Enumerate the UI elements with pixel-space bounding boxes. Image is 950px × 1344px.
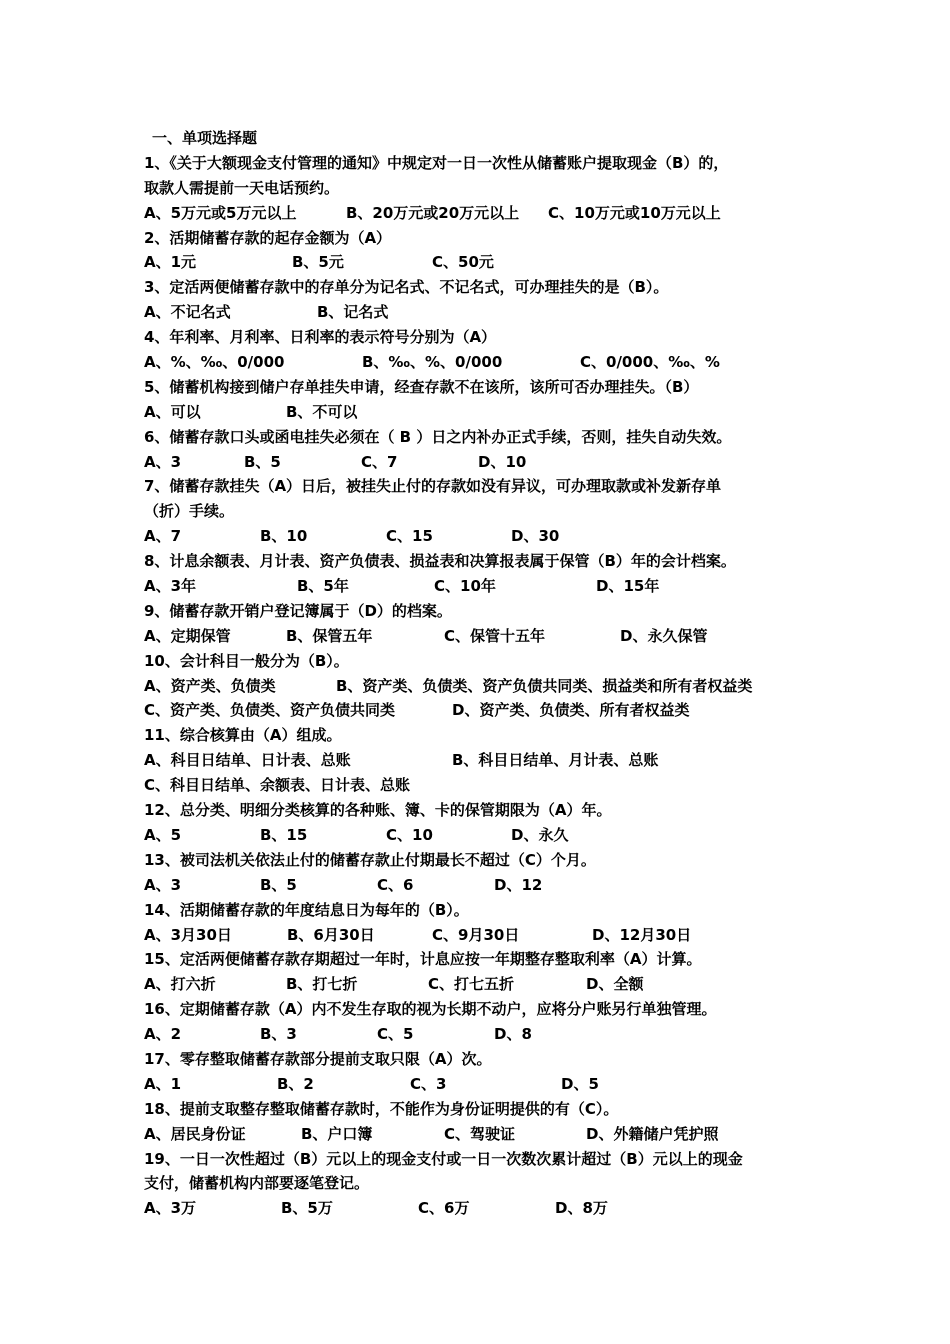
question-12-option-c: C、10	[386, 825, 433, 844]
question-6-options	[144, 450, 824, 475]
question-1-options	[144, 201, 824, 226]
question-12-option-d: D、永久	[511, 825, 569, 844]
question-13-options	[144, 873, 824, 898]
question-7-options	[144, 524, 824, 549]
question-6-option-a: A、3	[144, 452, 182, 471]
question-7-option-a: A、7	[144, 527, 182, 546]
question-18: 18、提前支取整存整取储蓄存款时，不能作为身份证明提供的有（C）。	[144, 1099, 619, 1118]
question-13: 13、被司法机关依法止付的储蓄存款止付期最长不超过（C）个月。	[144, 850, 596, 869]
question-15-option-d: D、全额	[586, 975, 644, 994]
question-18-option-c: C、驾驶证	[444, 1124, 516, 1143]
question-7-line-1: 7、储蓄存款挂失（A）日后，被挂失止付的存款如没有异议，可办理取款或补发新存单	[144, 477, 722, 496]
question-14-option-d: D、12月30日	[592, 925, 692, 944]
question-14-option-c: C、9月30日	[432, 925, 520, 944]
question-16-options	[144, 1022, 824, 1047]
question-17-option-c: C、3	[410, 1074, 447, 1093]
question-18-options	[144, 1122, 824, 1147]
question-6-option-d: D、10	[478, 452, 527, 471]
question-8-options	[144, 574, 824, 599]
question-13-option-d: D、12	[494, 875, 543, 894]
question-10-option-b: B、资产类、负债类、资产负债共同类、损益类和所有者权益类	[336, 676, 753, 695]
question-18-option-a: A、居民身份证	[144, 1124, 246, 1143]
question-1-option-c: C、10万元或10万元以上	[548, 203, 721, 222]
question-4: 4、年利率、月利率、日利率的表示符号分别为（A）	[144, 328, 497, 347]
question-8-option-c: C、10年	[434, 577, 496, 596]
question-19-option-a: A、3万	[144, 1199, 197, 1218]
question-16-option-d: D、8	[494, 1025, 532, 1044]
question-7-option-d: D、30	[511, 527, 560, 546]
question-2: 2、活期储蓄存款的起存金额为（A）	[144, 228, 392, 247]
question-8-option-d: D、15年	[596, 577, 660, 596]
question-2-option-a: A、1元	[144, 253, 197, 272]
question-15-options	[144, 972, 824, 997]
question-12: 12、总分类、明细分类核算的各种账、簿、卡的保管期限为（A）年。	[144, 801, 612, 820]
question-13-option-b: B、5	[260, 875, 297, 894]
question-9: 9、储蓄存款开销户登记簿属于（D）的档案。	[144, 601, 452, 620]
question-5-options	[144, 400, 824, 425]
question-5: 5、储蓄机构接到储户存单挂失申请，经查存款不在该所，该所可否办理挂失。（B）	[144, 377, 699, 396]
question-3-options	[144, 300, 824, 325]
question-3-option-a: A、不记名式	[144, 303, 231, 322]
question-4-options	[144, 350, 824, 375]
question-12-option-a: A、5	[144, 825, 182, 844]
question-16-option-b: B、3	[260, 1025, 297, 1044]
question-9-option-c: C、保管十五年	[444, 626, 546, 645]
question-13-option-c: C、6	[377, 875, 414, 894]
question-5-option-b: B、不可以	[286, 402, 358, 421]
question-12-options	[144, 823, 824, 848]
question-1-line-1: 1、《关于大额现金支付管理的通知》中规定对一日一次性从储蓄账户提取现金（B）的，	[144, 153, 729, 172]
question-15-option-a: A、打六折	[144, 975, 216, 994]
question-6: 6、储蓄存款口头或函电挂失必须在（ B ）日之内补办正式手续，否则，挂失自动失效。	[144, 427, 732, 446]
question-1-line-2: 取款人需提前一天电话预约。	[144, 178, 340, 197]
question-3: 3、定活两便储蓄存款中的存单分为记名式、不记名式，可办理挂失的是（B）。	[144, 278, 669, 297]
question-17-option-a: A、1	[144, 1074, 182, 1093]
question-11-options-row-1	[144, 748, 824, 773]
question-10-options-row-1	[144, 674, 824, 699]
question-16-option-c: C、5	[377, 1025, 414, 1044]
question-19-option-c: C、6万	[418, 1199, 470, 1218]
question-7-line-2: （折）手续。	[144, 502, 235, 521]
question-2-option-b: B、5元	[292, 253, 344, 272]
question-14-options	[144, 923, 824, 948]
question-11-options-row-2	[144, 773, 824, 798]
question-17-options	[144, 1072, 824, 1097]
question-1-option-a: A、5万元或5万元以上	[144, 203, 297, 222]
question-19-line-1: 19、一日一次性超过（B）元以上的现金支付或一日一次数次累计超过（B）元以上的现金	[144, 1149, 743, 1168]
question-16-option-a: A、2	[144, 1025, 182, 1044]
question-8-option-b: B、5年	[297, 577, 349, 596]
question-17-option-d: D、5	[561, 1074, 599, 1093]
question-7-option-b: B、10	[260, 527, 308, 546]
question-11-option-b: B、科目日结单、月计表、总账	[452, 751, 659, 770]
question-16: 16、定期储蓄存款（A）内不发生存取的视为长期不动户，应将分户账另行单独管理。	[144, 1000, 717, 1019]
question-14: 14、活期储蓄存款的年度结息日为每年的（B）。	[144, 900, 469, 919]
question-10-option-a: A、资产类、负债类	[144, 676, 276, 695]
question-11: 11、综合核算由（A）组成。	[144, 726, 342, 745]
question-9-option-a: A、定期保管	[144, 626, 231, 645]
question-12-option-b: B、15	[260, 825, 308, 844]
question-9-option-d: D、永久保管	[620, 626, 708, 645]
question-3-option-b: B、记名式	[317, 303, 389, 322]
question-9-options	[144, 624, 824, 649]
question-10: 10、会计科目一般分为（B）。	[144, 651, 349, 670]
question-11-option-a: A、科目日结单、日计表、总账	[144, 751, 351, 770]
question-18-option-b: B、户口簿	[301, 1124, 373, 1143]
question-15-option-b: B、打七折	[286, 975, 358, 994]
question-18-option-d: D、外籍储户凭护照	[586, 1124, 719, 1143]
question-19-option-b: B、5万	[281, 1199, 333, 1218]
question-4-option-c: C、0/000、‰、%	[580, 353, 720, 372]
question-4-option-b: B、‰、%、0/000	[362, 353, 503, 372]
question-9-option-b: B、保管五年	[286, 626, 373, 645]
question-8-option-a: A、3年	[144, 577, 197, 596]
question-15-option-c: C、打七五折	[428, 975, 515, 994]
question-17: 17、零存整取储蓄存款部分提前支取只限（A）次。	[144, 1049, 492, 1068]
question-19-option-d: D、8万	[555, 1199, 608, 1218]
question-14-option-b: B、6月30日	[287, 925, 375, 944]
question-7-option-c: C、15	[386, 527, 433, 546]
question-6-option-b: B、5	[244, 452, 281, 471]
question-8: 8、计息余额表、月计表、资产负债表、损益表和决算报表属于保管（B）年的会计档案。	[144, 552, 736, 571]
document-body	[144, 126, 824, 1221]
question-5-option-a: A、可以	[144, 402, 201, 421]
question-10-option-c: C、资产类、负债类、资产负债共同类	[144, 701, 396, 720]
question-10-options-row-2	[144, 698, 824, 723]
question-13-option-a: A、3	[144, 875, 182, 894]
question-2-options	[144, 250, 824, 275]
question-11-option-c: C、科目日结单、余额表、日计表、总账	[144, 776, 411, 795]
question-19-options	[144, 1196, 824, 1221]
question-4-option-a: A、%、‰、0/000	[144, 353, 285, 372]
question-2-option-c: C、50元	[432, 253, 494, 272]
question-17-option-b: B、2	[277, 1074, 314, 1093]
question-19-line-2: 支付，储蓄机构内部要逐笔登记。	[144, 1174, 370, 1193]
question-1-option-b: B、20万元或20万元以上	[346, 203, 520, 222]
question-10-option-d: D、资产类、负债类、所有者权益类	[452, 701, 690, 720]
question-15: 15、定活两便储蓄存款存期超过一年时，计息应按一年期整存整取利率（A）计算。	[144, 950, 702, 969]
section-heading: 一、单项选择题	[152, 129, 258, 147]
question-6-option-c: C、7	[361, 452, 398, 471]
question-14-option-a: A、3月30日	[144, 925, 232, 944]
